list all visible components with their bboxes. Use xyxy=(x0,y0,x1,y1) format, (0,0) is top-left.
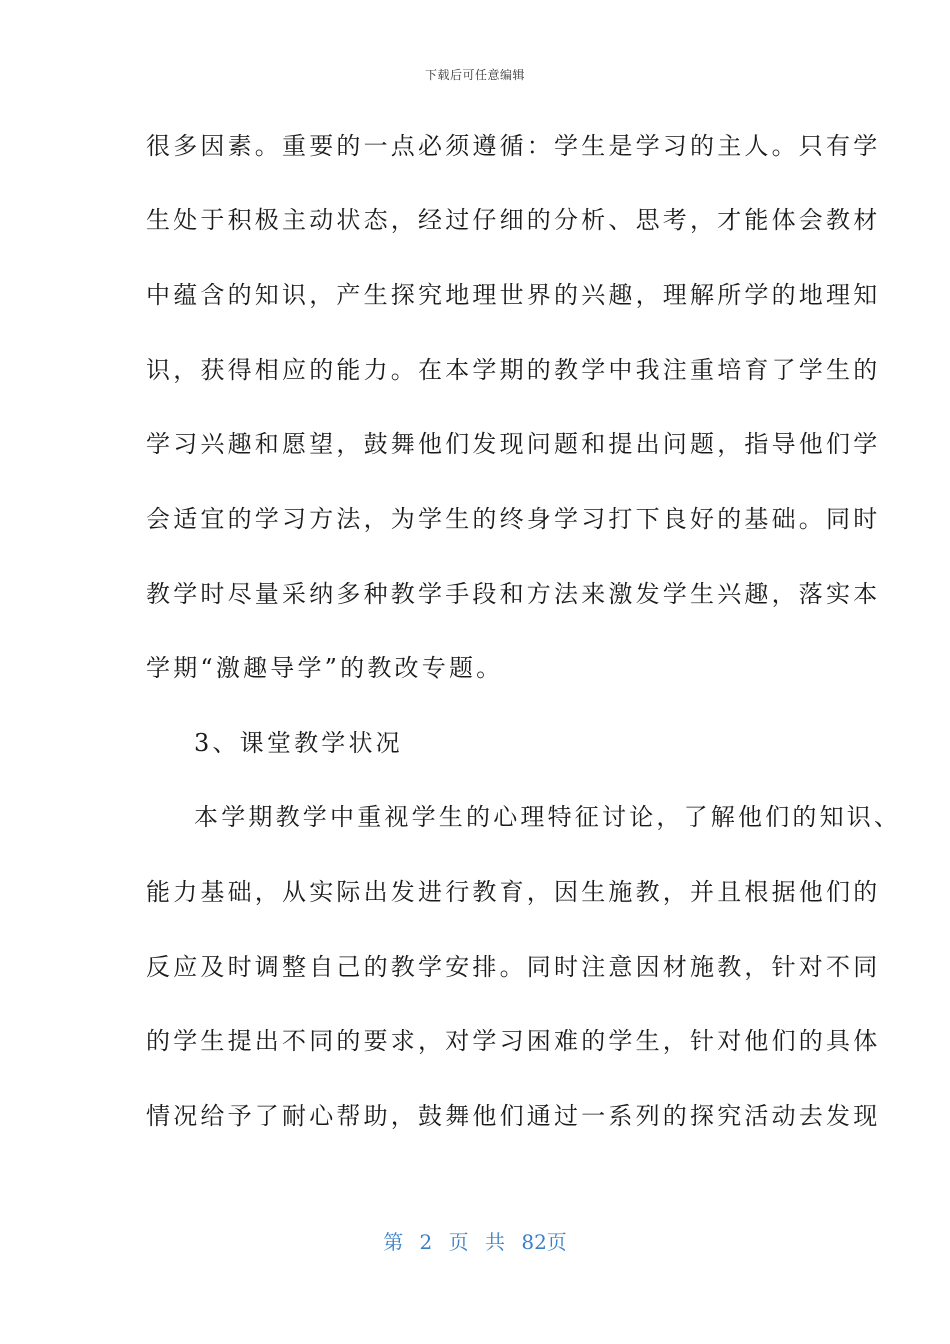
text-line: 很多因素。重要的一点必须遵循：学生是学习的主人。只有学 xyxy=(146,132,881,160)
page-number: 第 2 页 共 82页 xyxy=(383,1230,567,1254)
text-line: 能力基础，从实际出发进行教育，因生施教，并且根据他们的 xyxy=(146,878,881,906)
text-line: 本学期教学中重视学生的心理特征讨论，了解他们的知识、 xyxy=(194,803,902,831)
text-line: 的学生提出不同的要求，对学习困难的学生，针对他们的具体 xyxy=(146,1027,881,1055)
text-line: 生处于积极主动状态，经过仔细的分析、思考，才能体会教材 xyxy=(146,206,881,234)
page-header: 下载后可任意编辑 xyxy=(424,68,525,82)
text-line: 学期“激趣导学”的教改专题。 xyxy=(146,654,504,682)
text-line: 情况给予了耐心帮助，鼓舞他们通过一系列的探究活动去发现 xyxy=(146,1102,881,1130)
text-line: 识，获得相应的能力。在本学期的教学中我注重培育了学生的 xyxy=(146,356,881,384)
text-line: 反应及时调整自己的教学安排。同时注意因材施教，针对不同 xyxy=(146,953,881,981)
text-line: 学习兴趣和愿望，鼓舞他们发现问题和提出问题，指导他们学 xyxy=(146,430,881,458)
text-line: 中蕴含的知识，产生探究地理世界的兴趣，理解所学的地理知 xyxy=(146,281,881,309)
text-line: 会适宜的学习方法，为学生的终身学习打下良好的基础。同时 xyxy=(146,505,881,533)
section-heading: 3、课堂教学状况 xyxy=(194,729,403,757)
text-line: 教学时尽量采纳多种教学手段和方法来激发学生兴趣，落实本 xyxy=(146,580,881,608)
